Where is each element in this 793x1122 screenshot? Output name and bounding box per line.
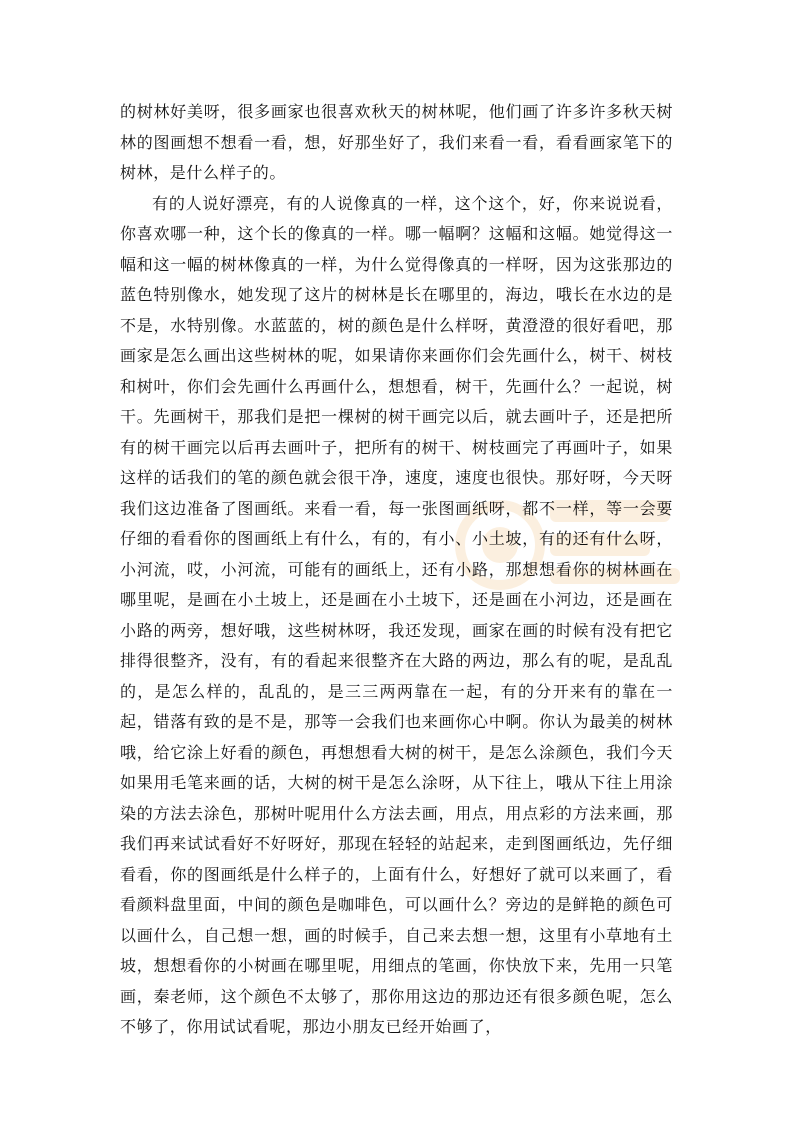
body-text xyxy=(120,97,673,1043)
paragraph-2: 有的人说好漂亮，有的人说像真的一样，这个这个，好，你来说说看，你喜欢哪一种，这个长的像真的一样。哪一幅啊？这幅和这幅。她觉得这一幅和这一幅的树林像真的一样，为什么觉得像真的一样呀，因为这张那边的蓝色特别像水，她发现了这片的树林是长在哪里的，海边，哦长在水边的是不是，水特别像。水蓝蓝的，树的颜色是什么样呀，黄澄澄的很好看吧，那画家是怎么画出这些树林的呢，如果请你来画你们会先画什么，树干、树枝和树叶，你们会先画什么再画什么，想想看，树干，先画什么？一起说，树干。先画树干，那我们是把一棵树的树干画完以后，就去画叶子，还是把所有的树干画完以后再去画叶子，把所有的树干、树枝画完了再画叶子，如果这样的话我们的笔的颜色就会很干净，速度，速度也很快。那好呀，今天呀我们这边准备了图画纸。来看一看，每一张图画纸呀，都不一样，等一会要仔细的看看你的图画纸上有什么，有的，有小、小土坡，有的还有什么呀，小河流，哎，小河流，可能有的画纸上，还有小路，那想想看你的树林画在哪里呢，是画在小土坡上，还是画在小土坡下，还是画在小河边，还是画在小路的两旁，想好哦，这些树林呀，我还发现，画家在画的时候有没有把它排得很整齐，没有，有的看起来很整齐在大路的两边，那么有的呢，是乱乱的，是怎么样的，乱乱的，是三三两两靠在一起，有的分开来有的靠在一起，错落有致的是不是，那等一会我们也来画你心中啊。你认为最美的树林哦，给它涂上好看的颜色，再想想看大树的树干，是怎么涂颜色，我们今天如果用毛笔来画的话，大树的树干是怎么涂呀，从下往上，哦从下往上用涂染的方法去涂色，那树叶呢用什么方法去画，用点，用点彩的方法来画，那我们再来试试看好不好呀好，那现在轻轻的站起来，走到图画纸边，先仔细看看，你的图画纸是什么样子的，上面有什么，好想好了就可以来画了，看看颜料盘里面，中间的颜色是咖啡色，可以画什么？旁边的是鲜艳的颜色可以画什么，自己想一想，画的时候手，自己来去想一想，这里有小草地有土坡，想想看你的小树画在哪里呢，用细点的笔画，你快放下来，先用一只笔画，秦老师，这个颜色不太够了，那你用这边的那边还有很多颜色呢，怎么不够了，你用试试看呢，那边小朋友已经开始画了， xyxy=(120,193,673,1036)
paragraph-1: 的树林好美呀，很多画家也很喜欢秋天的树林呢，他们画了许多许多秋天树林的图画想不想看一看，想，好那坐好了，我们来看一看，看看画家笔下的树林，是什么样子的。 xyxy=(120,102,673,182)
